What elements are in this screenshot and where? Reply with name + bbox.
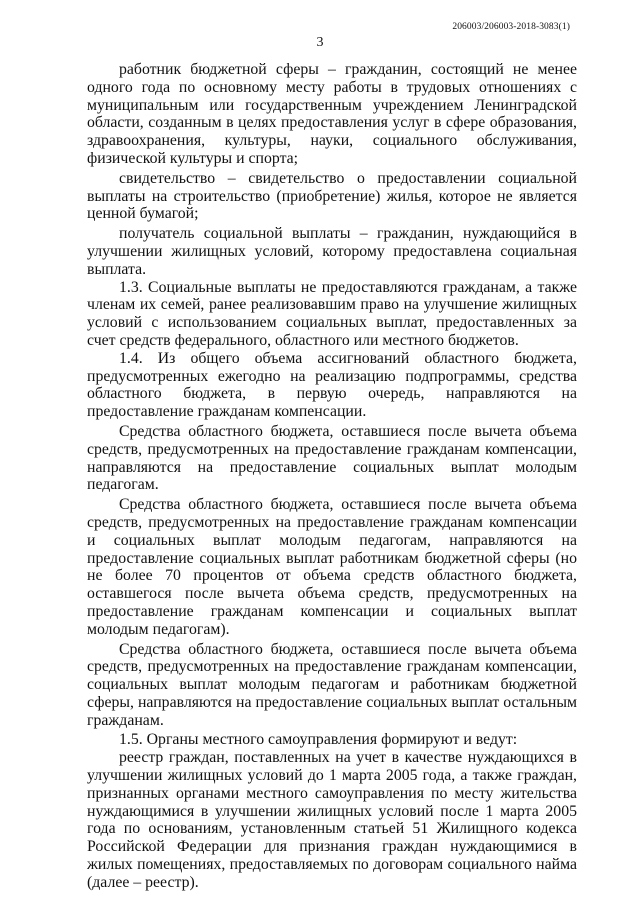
paragraph-other-citizens: Средства областного бюджета, оставшиеся после вычета объема средств, предусмотренных на предоставление гражданам компенсации, социальных выплат молодым педагогам и работникам бюджетной сферы, направляются на предоставление социальных выплат остальным гражданам. — [87, 640, 577, 729]
definition-certificate: свидетельство – свидетельство о предоставлении социальной выплаты на строительство (приобретение) жилья, которое не является ценной бумагой; — [87, 169, 577, 223]
definition-budget-worker: работник бюджетной сферы – гражданин, состоящий не менее одного года по основному месту работы в трудовых отношениях с муниципальным или государственным учреждением Ленинградской области, созданным в целях предоставления услуг в сфере образования, здравоохранения, культуры, науки, социального обслуживания, физической культуры и спорта; — [87, 61, 577, 167]
page-number: 3 — [316, 35, 324, 50]
definition-recipient: получатель социальной выплаты – гражданин, нуждающийся в улучшении жилищных условий, которому предоставлена социальная выплата. — [87, 225, 577, 278]
clause-1-3: 1.3. Социальные выплаты не предоставляются гражданам, а также членам их семей, ранее реализовавшим право на улучшение жилищных условий с использованием социальных выплат, предоставленных за счет средств федерального, областного или местного бюджетов. — [87, 278, 577, 349]
clause-1-4: 1.4. Из общего объема ассигнований областного бюджета, предусмотренных ежегодно на реализацию подпрограммы, средства областного бюджета, в первую очередь, направляются на предоставление гражданам компенсации. — [87, 349, 577, 421]
paragraph-registry: реестр граждан, поставленных на учет в качестве нуждающихся в улучшении жилищных условий до 1 марта 2005 года, а также граждан, признанных органами местного самоуправления по месту жительства нуждающимися в улучшении жилищных условий после 1 марта 2005 года по основаниям, установленным статьей 51 Жилищного кодекса Российской Федерации для признания граждан нуждающимися в жилых помещениях, предоставляемых по договорам социального найма (далее – реестр). — [87, 749, 577, 891]
paragraph-budget-workers: Средства областного бюджета, оставшиеся после вычета объема средств, предусмотренных на предоставление гражданам компенсации и социальных выплат молодым педагогам, направляются на предоставление социальных выплат работникам бюджетной сферы (но не более 70 процентов от объема средств областного бюджета, оставшегося после вычета объема средств, предусмотренных на предоставление гражданам компенсации и социальных выплат молодым педагогам). — [87, 496, 577, 638]
paragraph-young-teachers: Средства областного бюджета, оставшиеся после вычета объема средств, предусмотренных на предоставление гражданам компенсации, направляются на предоставление социальных выплат молодым педагогам. — [87, 422, 577, 494]
document-id: 206003/206003-2018-3083(1) — [452, 22, 570, 32]
document-body — [87, 61, 577, 892]
clause-1-5: 1.5. Органы местного самоуправления формируют и ведут: — [119, 731, 518, 749]
